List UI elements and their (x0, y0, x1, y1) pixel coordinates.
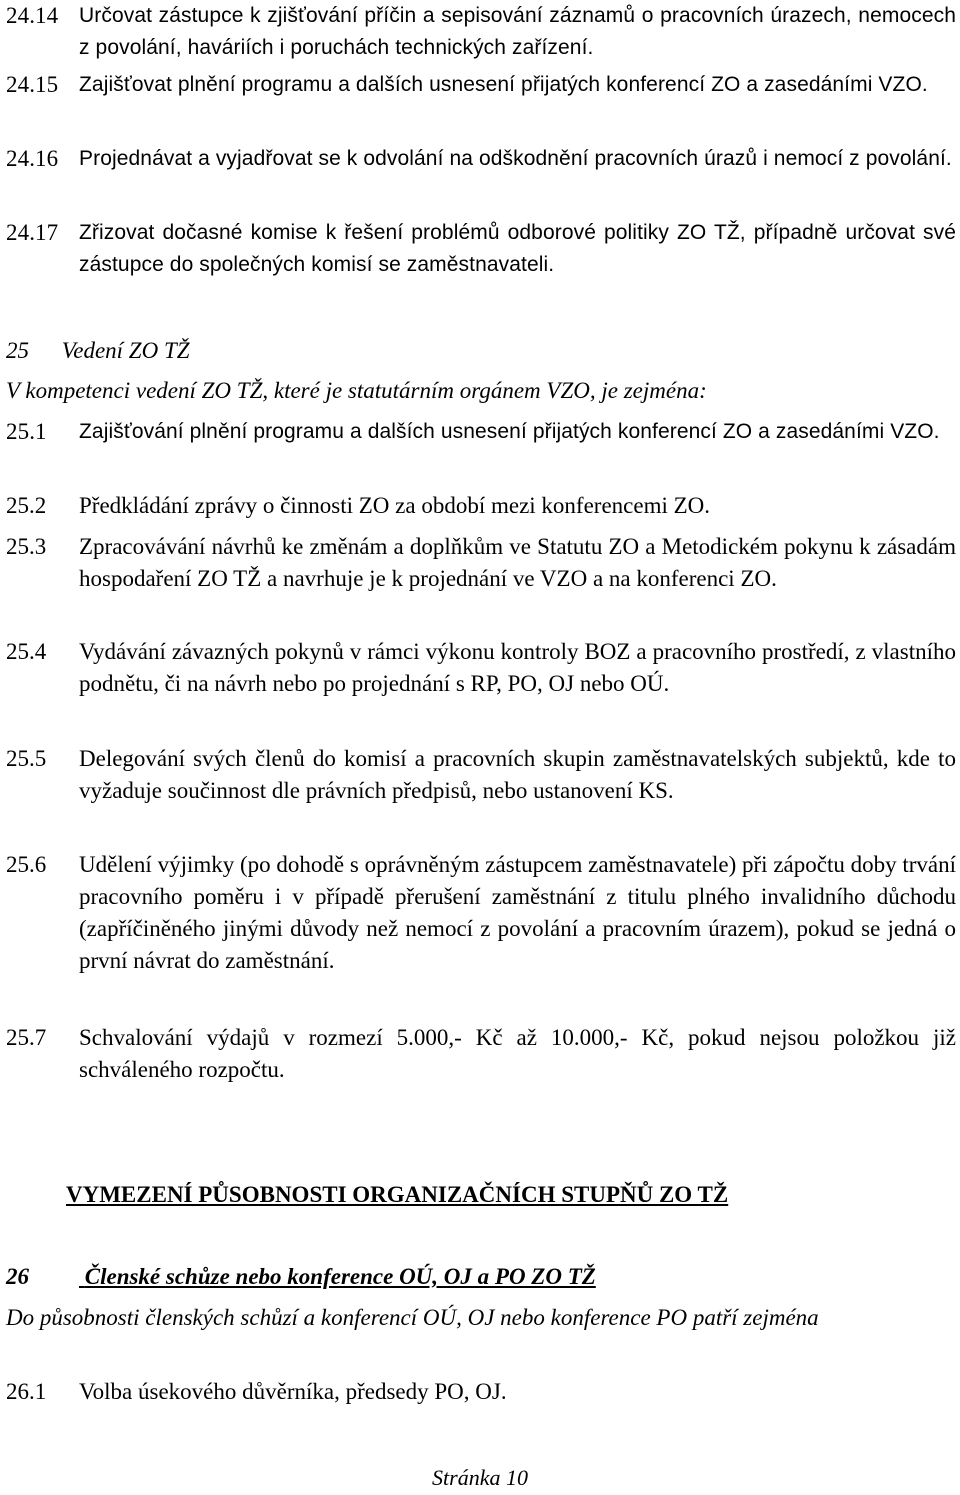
item-number: 25.6 (6, 852, 47, 877)
item-text: Zajišťování plnění programu a dalších usnesení přijatých konferencí ZO a zasedáními VZO. (79, 420, 940, 443)
section-intro-25: V kompetenci vedení ZO TŽ, které je statutárním orgánem VZO, je zejména: (6, 378, 707, 403)
chapter-title: VYMEZENÍ PŮSOBNOSTI ORGANIZAČNÍCH STUPŇŮ ZO TŽ (66, 1182, 729, 1207)
section-heading-26 (6, 1261, 596, 1293)
item-text: Předkládání zprávy o činnosti ZO za období mezi konferencemi ZO. (79, 493, 711, 518)
list-item-25-2 (6, 490, 956, 522)
list-item-25-5 (6, 743, 956, 807)
item-number: 25.2 (6, 493, 47, 518)
item-text: Projednávat a vyjadřovat se k odvolání na odškodnění pracovních úrazů i nemocí z povolání. (79, 147, 952, 170)
list-item-24-15 (6, 69, 956, 101)
section-title: Členské schůze nebo konference OÚ, OJ a PO ZO TŽ (84, 1264, 596, 1289)
item-number: 25.4 (6, 639, 47, 664)
list-item-25-4 (6, 636, 956, 700)
item-text: Zřizovat dočasné komise k řešení problémů odborové politiky ZO TŽ, případně určovat své zástupce do společných komisí se zaměstnavateli. (79, 221, 956, 276)
item-number: 24.14 (6, 3, 59, 28)
section-intro-26: Do působnosti členských schůzí a konferencí OÚ, OJ nebo konference PO patří zejména (6, 1305, 819, 1330)
list-item-26-1 (6, 1376, 956, 1408)
list-item-25-1 (6, 416, 956, 448)
section-title: Vedení ZO TŽ (61, 338, 190, 363)
section-number: 25 (6, 338, 29, 363)
item-number: 26.1 (6, 1379, 47, 1404)
item-number: 24.15 (6, 72, 59, 97)
item-text: Volba úsekového důvěrníka, předsedy PO, OJ. (79, 1379, 507, 1404)
item-text: Vydávání závazných pokynů v rámci výkonu kontroly BOZ a pracovního prostředí, z vlastního podnětu, či na návrh nebo po projednání s RP, PO, OJ nebo OÚ. (79, 639, 956, 696)
item-text: Zajišťovat plnění programu a dalších usnesení přijatých konferencí ZO a zasedáními VZO. (79, 73, 928, 96)
item-text: Schvalování výdajů v rozmezí 5.000,- Kč až 10.000,- Kč, pokud nejsou položkou již schváleného rozpočtu. (79, 1025, 956, 1082)
item-text: Delegování svých členů do komisí a pracovních skupin zaměstnavatelských subjektů, kde to vyžaduje součinnost dle právních předpisů, nebo ustanovení KS. (79, 746, 956, 803)
item-number: 25.3 (6, 534, 47, 559)
list-item-25-6 (6, 849, 956, 977)
item-number: 25.5 (6, 746, 47, 771)
list-item-24-17 (6, 217, 956, 281)
item-number: 24.16 (6, 146, 59, 171)
list-item-25-7 (6, 1022, 956, 1086)
item-text: Určovat zástupce k zjišťování příčin a sepisování záznamů o pracovních úrazech, nemocech z povolání, haváriích i poruchách technických zařízení. (79, 4, 956, 59)
list-item-25-3 (6, 531, 956, 595)
list-item-24-16 (6, 143, 956, 175)
item-number: 24.17 (6, 220, 59, 245)
item-text: Udělení výjimky (po dohodě s oprávněným zástupcem zaměstnavatele) při zápočtu doby trvání pracovního poměru i v případě přerušení zaměstnání z titulu plného invalidního důchodu (zapříčiněného jinými důvody než nemocí z povolání a pracovním úrazem), pokud se jedná o první návrat do zaměstnání. (79, 852, 956, 973)
item-number: 25.7 (6, 1025, 47, 1050)
section-number: 26 (6, 1264, 29, 1289)
page-number: Stránka 10 (432, 1465, 528, 1490)
item-number: 25.1 (6, 419, 47, 444)
section-heading-25 (6, 335, 190, 367)
item-text: Zpracovávání návrhů ke změnám a doplňkům ve Statutu ZO a Metodickém pokynu k zásadám hospodaření ZO TŽ a navrhuje je k projednání ve VZO a na konferenci ZO. (79, 534, 956, 591)
list-item-24-14 (6, 0, 956, 64)
